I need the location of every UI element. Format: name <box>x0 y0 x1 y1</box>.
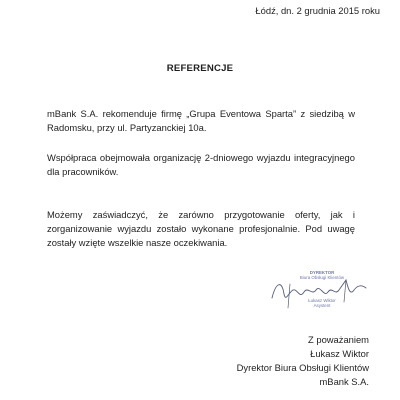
date-line: Łódź, dn. 2 grudnia 2015 roku <box>255 5 380 16</box>
letter-heading: REFERENCJE <box>166 63 234 74</box>
signature-stamp <box>262 268 382 314</box>
signatory-title: Dyrektor Biura Obsługi Klientów <box>236 362 369 373</box>
stamp-line: Asystent <box>313 303 331 308</box>
signatory-name: Łukasz Wiktor <box>310 348 369 359</box>
paragraph-assessment: Możemy zaświadczyć, że zarówno przygotowanie oferty, jak i zorganizowanie wyjazdu zostało wykonane profesjonalnie. Pod uwagę zostały wzięte wszelkie nasze oczekiwania. <box>47 209 355 248</box>
paragraph-cooperation: Współpraca obejmowała organizację 2-dniowego wyjazdu integracyjnego dla pracowników. <box>47 152 355 177</box>
stamp-line: Biura Obsługi Klientów <box>299 275 345 280</box>
stamp-line: Łukasz Wiktor <box>308 298 336 303</box>
company-name: mBank S.A. <box>319 376 369 387</box>
paragraph-recommendation: mBank S.A. rekomenduje firmę „Grupa Eventowa Sparta” z siedzibą w Radomsku, przy ul. Partyzanckiej 10a. <box>47 108 355 133</box>
closing-greeting: Z poważaniem <box>308 334 369 345</box>
stamp-line: DYREKTOR <box>309 270 335 275</box>
closing-block <box>237 333 369 389</box>
